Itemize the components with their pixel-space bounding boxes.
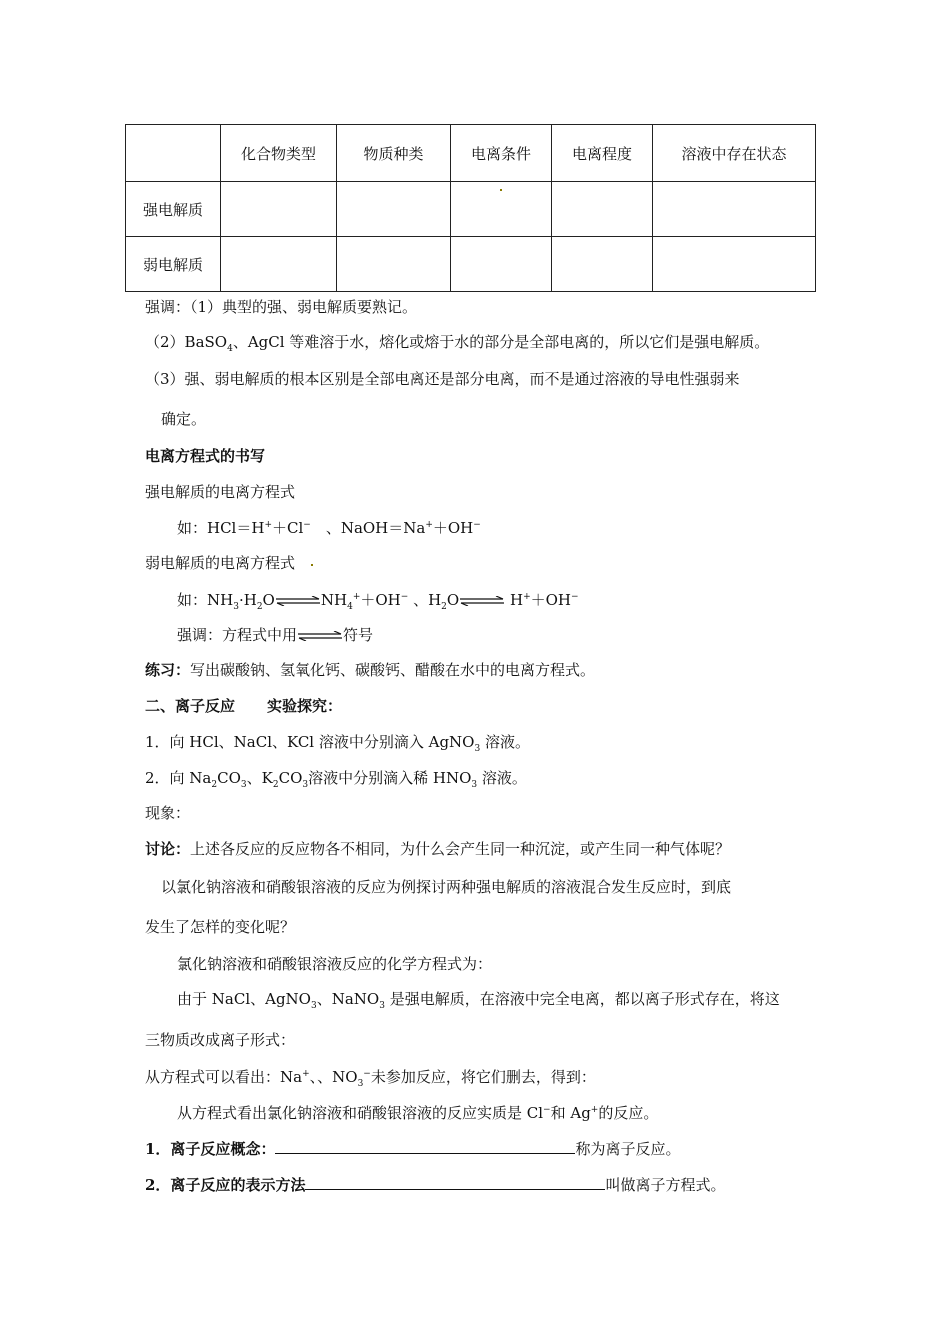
fill-blank[interactable] xyxy=(305,1175,605,1190)
table-cell xyxy=(221,237,337,292)
discussion-para-7: 从方程式可以看出：Na+、、$NO_3^-$未参加反应，将它们删去，得到： xyxy=(145,1068,596,1089)
discussion-line: 讨论：上述各反应的反应物各不相同，为什么会产生同一种沉淀，或产生同一种气体呢？ xyxy=(145,840,731,858)
table-header-cell: 溶液中存在状态 xyxy=(653,125,816,182)
emphasis-line-3: （3）强、弱电解质的根本区别是全部电离还是部分电离，而不是通过溶液的导电性强弱来 xyxy=(145,370,740,388)
discussion-para-4: 氯化钠溶液和硝酸银溶液反应的化学方程式为： xyxy=(177,955,493,973)
weak-example: 如：$NH_3\cdot H_2O$ $NH_4^++OH^-$ 、$H_2O$ H+＋OH− xyxy=(177,591,579,612)
table-cell xyxy=(653,182,816,237)
table-cell xyxy=(552,237,653,292)
section-heading-ionization: 电离方程式的书写 xyxy=(145,447,266,465)
table-header-cell: 物质种类 xyxy=(337,125,451,182)
table-cell xyxy=(221,182,337,237)
strong-electrolyte-title: 强电解质的电离方程式 xyxy=(145,483,296,501)
table-cell xyxy=(451,237,552,292)
experiment-1: 1．向 HCl、NaCl、KCl 溶液中分别滴入 AgNO$_3$ 溶液。 xyxy=(145,733,530,754)
table-header-row xyxy=(126,125,816,182)
reversible-arrow-icon xyxy=(460,596,504,606)
table-row xyxy=(126,182,816,237)
concept-1: 1．离子反应概念： 称为离子反应。 xyxy=(145,1140,681,1158)
row-label: 弱电解质 xyxy=(126,237,221,292)
discussion-para-8: 从方程式看出氯化钠溶液和硝酸银溶液的反应实质是 Cl−和 Ag+的反应。 xyxy=(177,1104,659,1122)
reversible-arrow-icon xyxy=(276,596,320,606)
reversible-arrow-icon xyxy=(298,631,342,641)
table-cell xyxy=(337,237,451,292)
fill-blank[interactable] xyxy=(275,1139,575,1154)
table-header-cell: 电离程度 xyxy=(552,125,653,182)
table-row xyxy=(126,237,816,292)
strong-example: 如：HCl＝H+＋Cl− 、NaOH＝Na+＋OH− xyxy=(177,519,481,537)
discussion-para-2: 以氯化钠溶液和硝酸银溶液的反应为例探讨两种强电解质的溶液混合发生反应时，到底 xyxy=(161,878,732,896)
table-header-cell xyxy=(126,125,221,182)
phenomenon-label: 现象： xyxy=(145,804,191,822)
emphasis-line-4: 确定。 xyxy=(161,410,207,428)
discussion-para-6: 三物质改成离子形式： xyxy=(145,1031,296,1049)
concept-2: 2．离子反应的表示方法 叫做离子方程式。 xyxy=(145,1176,726,1194)
stray-dot xyxy=(311,564,313,566)
discussion-para-5: 由于 NaCl、AgNO$_3$、NaNO$_3$ 是强电解质，在溶液中完全电离，都以离子形式存在，将这 xyxy=(177,990,780,1011)
emphasis-line-1: 强调：（1）典型的强、弱电解质要熟记。 xyxy=(145,298,418,316)
experiment-2: 2．向 $Na_2CO_3$、$K_2CO_3$溶液中分别滴入稀 $HNO_3$ 溶液。 xyxy=(145,769,527,790)
table-header-cell: 化合物类型 xyxy=(221,125,337,182)
practice-line: 练习：写出碳酸钠、氢氧化钙、碳酸钙、醋酸在水中的电离方程式。 xyxy=(145,661,596,679)
stray-dot xyxy=(500,189,502,191)
section-heading-ion-reaction: 二、离子反应 实验探究： xyxy=(145,697,343,715)
table-cell xyxy=(552,182,653,237)
table-header-cell: 电离条件 xyxy=(451,125,552,182)
table-cell xyxy=(653,237,816,292)
discussion-para-3: 发生了怎样的变化呢？ xyxy=(145,918,296,936)
table-cell xyxy=(337,182,451,237)
row-label: 强电解质 xyxy=(126,182,221,237)
emphasis-line-2: （2）BaSO$_4$、AgCl 等难溶于水，熔化或熔于水的部分是全部电离的，所以它们是强电解质。 xyxy=(145,333,770,354)
electrolyte-table xyxy=(125,124,816,292)
weak-electrolyte-title: 弱电解质的电离方程式 xyxy=(145,554,296,572)
ionization-emphasis: 强调：方程式中用 符号 xyxy=(177,626,374,644)
